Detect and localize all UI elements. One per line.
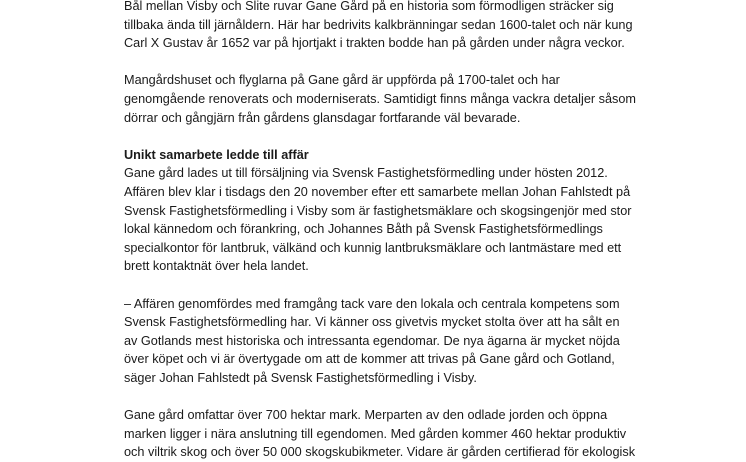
- section-heading: Unikt samarbete ledde till affär: [124, 147, 309, 162]
- paragraph-collaboration: [124, 146, 644, 276]
- text-line: och viltrik skog och över 50 000 skogskubikmeter. Vidare är gården certifierad för ekologisk: [124, 445, 636, 460]
- text-line: marken ligger i nära anslutning till egendomen. Med gården kommer 460 hektar produktiv: [124, 426, 627, 441]
- text-line: lokal kännedom och förankring, och Johannes Båth på Svensk Fastighetsförmedlings: [124, 222, 603, 237]
- text-line: genomgående renoverats och moderniserats. Samtidigt finns många vackra detaljer såsom: [124, 91, 636, 106]
- text-line: – Affären genomfördes med framgång tack vare den lokala och centrala kompetens som: [124, 296, 620, 311]
- text-line: Svensk Fastighetsförmedling i Visby som är fastighetsmäklare och skogsingenjör med stor: [124, 203, 632, 218]
- paragraph-history: [124, 0, 644, 53]
- text-line: av Gotlands mest historiska och intressanta egendomar. De nya ägarna är mycket nöjda: [124, 333, 620, 348]
- paragraph-quote: [124, 295, 644, 388]
- text-line: Svensk Fastighetsförmedling har. Vi känner oss givetvis mycket stolta över att ha sålt en: [124, 315, 620, 330]
- text-line: Gane gård omfattar över 700 hektar mark. Merparten av den odlade jorden och öppna: [124, 408, 608, 423]
- paragraph-land: [124, 406, 644, 462]
- document-page: [124, 0, 644, 462]
- text-line: säger Johan Fahlstedt på Svensk Fastighetsförmedling i Visby.: [124, 370, 477, 385]
- text-line: specialkontor för lantbruk, välkänd och kunnig lantbruksmäklare och lantmästare med ett: [124, 240, 622, 255]
- text-line: dörrar och gångjärn från gårdens glansdagar fortfarande väl bevarade.: [124, 110, 521, 125]
- text-line: Affären blev klar i tisdags den 20 november efter ett samarbete mellan Johan Fahlstedt på: [124, 184, 631, 199]
- text-line: brett kontaktnät över hela landet.: [124, 259, 309, 274]
- text-line: Bål mellan Visby och Slite ruvar Gane Gård på en historia som förmodligen sträcker sig: [124, 0, 614, 13]
- text-line: över köpet och vi är övertygade om att de kommer att trivas på Gane gård och Gotland,: [124, 352, 615, 367]
- text-line: Mangårdshuset och flyglarna på Gane gård är uppförda på 1700-talet och har: [124, 73, 560, 88]
- text-line: Gane gård lades ut till försäljning via Svensk Fastighetsförmedling under hösten 2012.: [124, 166, 608, 181]
- text-line: tillbaka ända till järnåldern. Här har bedrivits kalkbränningar sedan 1600-talet och när kung: [124, 17, 633, 32]
- paragraph-buildings: [124, 71, 644, 127]
- text-line: Carl X Gustav år 1652 var på hjortjakt i trakten bodde han på gården under några veckor.: [124, 36, 625, 51]
